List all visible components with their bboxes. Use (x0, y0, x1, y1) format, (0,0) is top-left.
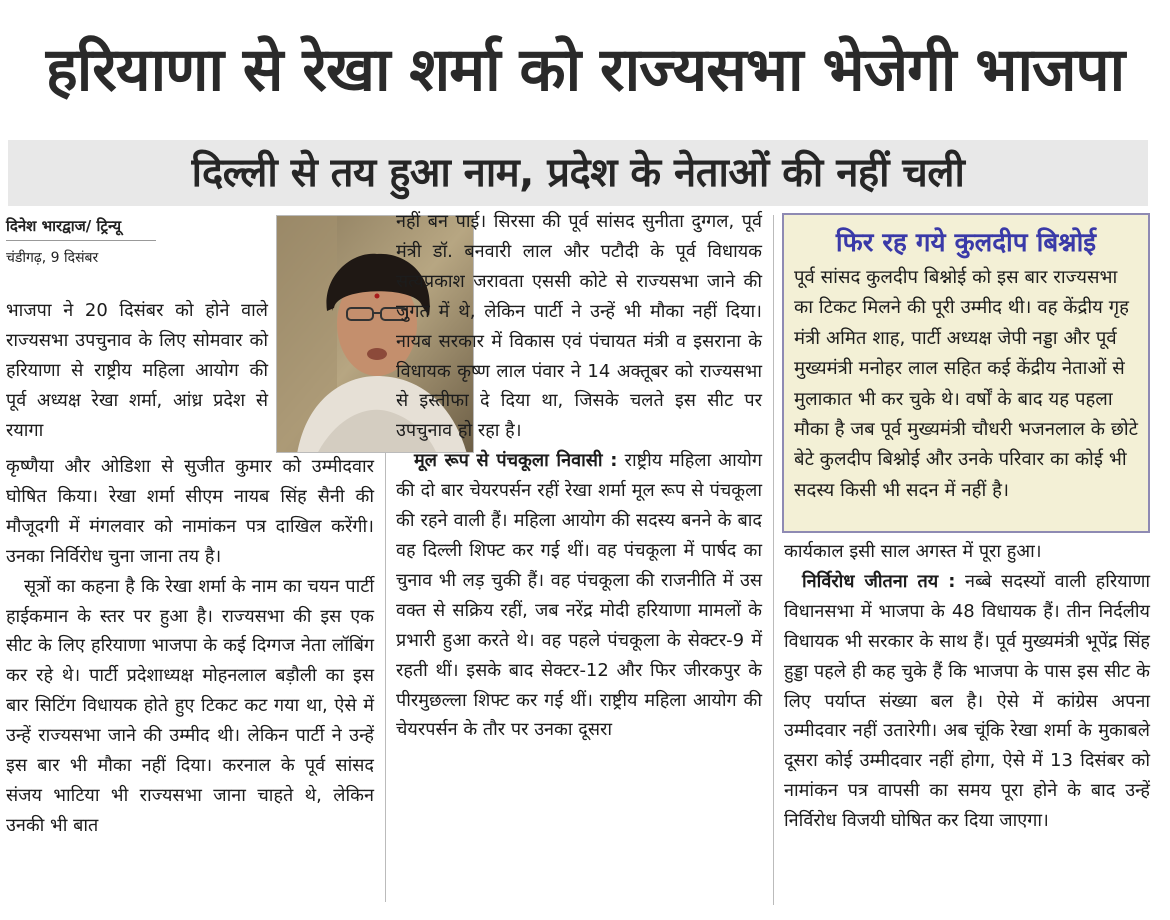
sidebar-box-body: पूर्व सांसद कुलदीप बिश्नोई को इस बार राज्यसभा का टिकट मिलने की पूरी उम्मीद थी। वह केंद्रीय गृह मंत्री अमित शाह, पार्टी अध्यक्ष जेपी नड्डा और पूर्व मुख्यमंत्री मनोहर लाल सहित कई केंद्रीय नेताओं से मुलाकात भी कर चुके थे। वर्षों के बाद यह पहला मौका है जब पूर्व मुख्यमंत्री चौधरी भजनलाल के छोटे बेटे कुलदीप बिश्नोई और उनके परिवार का कोई भी सदस्य किसी भी सदन में नहीं है। (794, 267, 1138, 501)
article-paragraph: भाजपा ने 20 दिसंबर को होने वाले राज्यसभा उपचुनाव के लिए सोमवार को हरियाणा से राष्ट्रीय महिला आयोग की पूर्व अध्यक्ष रेखा शर्मा, आंध्र प्रदेश से रयागा (6, 300, 268, 441)
column1-bottom-text (6, 452, 374, 841)
article-paragraph: नहीं बन पाई। सिरसा की पूर्व सांसद सुनीता दुग्गल, पूर्व मंत्री डॉ. बनवारी लाल और पटौदी के पूर्व विधायक सत्यप्रकाश जरावता एससी कोटे से राज्यसभा जाने की जुगत में थे, लेकिन पार्टी ने उन्हें भी मौका नहीं दिया। नायब सरकार में विकास एवं पंचायत मंत्री व इसराना के विधायक कृष्ण लाल पंवार ने 14 अक्तूबर को राज्यसभा से इस्तीफा दे दिया था, जिसके चलते इस सीट पर उपचुनाव हो रहा है। (396, 211, 762, 442)
subheading-lead: निर्विरोध जीतना तय : (802, 570, 956, 592)
column2-text (396, 207, 762, 745)
byline: दिनेश भारद्वाज/ ट्रिन्यू (6, 217, 122, 235)
column1-top-text (6, 296, 268, 446)
paragraph-body: राष्ट्रीय महिला आयोग की दो बार चेयरपर्सन रहीं रेखा शर्मा मूल रूप से पंचकूला की रहने वाली हैं। महिला आयोग की सदस्य बनने के बाद वह दिल्ली शिफ्ट कर गई थीं। वह पंचकूला में पार्षद का चुनाव भी लड़ चुकी हैं। वह पंचकूला की राजनीति में उस वक्त से सक्रिय रहीं, जब नरेंद्र मोदी हरियाणा मामलों के प्रभारी हुआ करते थे। वह पहले पंचकूला के सेक्टर-9 में रहती थीं। इसके बाद सेक्टर-12 और फिर जीरकपुर के पीरमुछल्ला शिफ्ट कर गई थीं। राष्ट्रीय महिला आयोग की चेयरपर्सन के तौर पर उनका दूसरा (396, 450, 762, 741)
column-rule (773, 215, 774, 905)
dateline: चंडीगढ़, 9 दिसंबर (6, 250, 99, 266)
article-paragraph: कृष्णैया और ओडिशा से सुजीत कुमार को उम्मीदवार घोषित किया। रेखा शर्मा सीएम नायब सिंह सैनी की मौजूदगी में मंगलवार को नामांकन पत्र दाखिल करेंगी। उनका निर्विरोध चुना जाना तय है। (6, 456, 374, 567)
sidebar-box-title: फिर रह गये कुलदीप बिश्नोई (835, 228, 1097, 258)
headline: हरियाणा से रेखा शर्मा को राज्यसभा भेजेगी भाजपा (45, 35, 1125, 105)
sidebar-box (782, 213, 1150, 533)
subheading-lead: मूल रूप से पंचकूला निवासी : (414, 450, 618, 472)
column3-text (784, 537, 1150, 836)
article-paragraph: सूत्रों का कहना है कि रेखा शर्मा के नाम का चयन पार्टी हाईकमान के स्तर पर हुआ है। राज्यसभा की इस एक सीट के लिए हरियाणा भाजपा के कई दिग्गज नेता लॉबिंग कर रहे थे। पार्टी प्रदेशाध्यक्ष मोहनलाल बड़ौली का इस बार सिटिंग विधायक होते हुए टिकट कट गया था, ऐसे में उन्हें राज्यसभा जाने की उम्मीद थी। लेकिन पार्टी ने उन्हें इस बार भी मौका नहीं दिया। करनाल के पूर्व सांसद संजय भाटिया भी राज्यसभा जाना चाहते थे, लेकिन उनकी भी बात (6, 575, 374, 836)
subheadline: दिल्ली से तय हुआ नाम, प्रदेश के नेताओं की नहीं चली (191, 150, 965, 196)
column-rule (385, 452, 386, 902)
byline-rule (6, 240, 156, 241)
article-paragraph: कार्यकाल इसी साल अगस्त में पूरा हुआ। (784, 541, 1042, 562)
article-paragraph (396, 446, 762, 745)
paragraph-body: नब्बे सदस्यों वाली हरियाणा विधानसभा में भाजपा के 48 विधायक हैं। तीन निर्दलीय विधायक भी सरकार के साथ हैं। पूर्व मुख्यमंत्री भूपेंद्र सिंह हुड्डा पहले ही कह चुके हैं कि भाजपा के पास इस सीट के लिए पर्याप्त संख्या बल है। ऐसे में कांग्रेस अपना उम्मीदवार नहीं उतारेगी। अब चूंकि रेखा शर्मा के मुकाबले दूसरा कोई उम्मीदवार नहीं होगा, ऐसे में 13 दिसंबर को नामांकन पत्र वापसी का समय पूरा होने के बाद उन्हें निर्विरोध विजयी घोषित कर दिया जाएगा। (784, 570, 1151, 832)
article-paragraph (784, 567, 1150, 836)
